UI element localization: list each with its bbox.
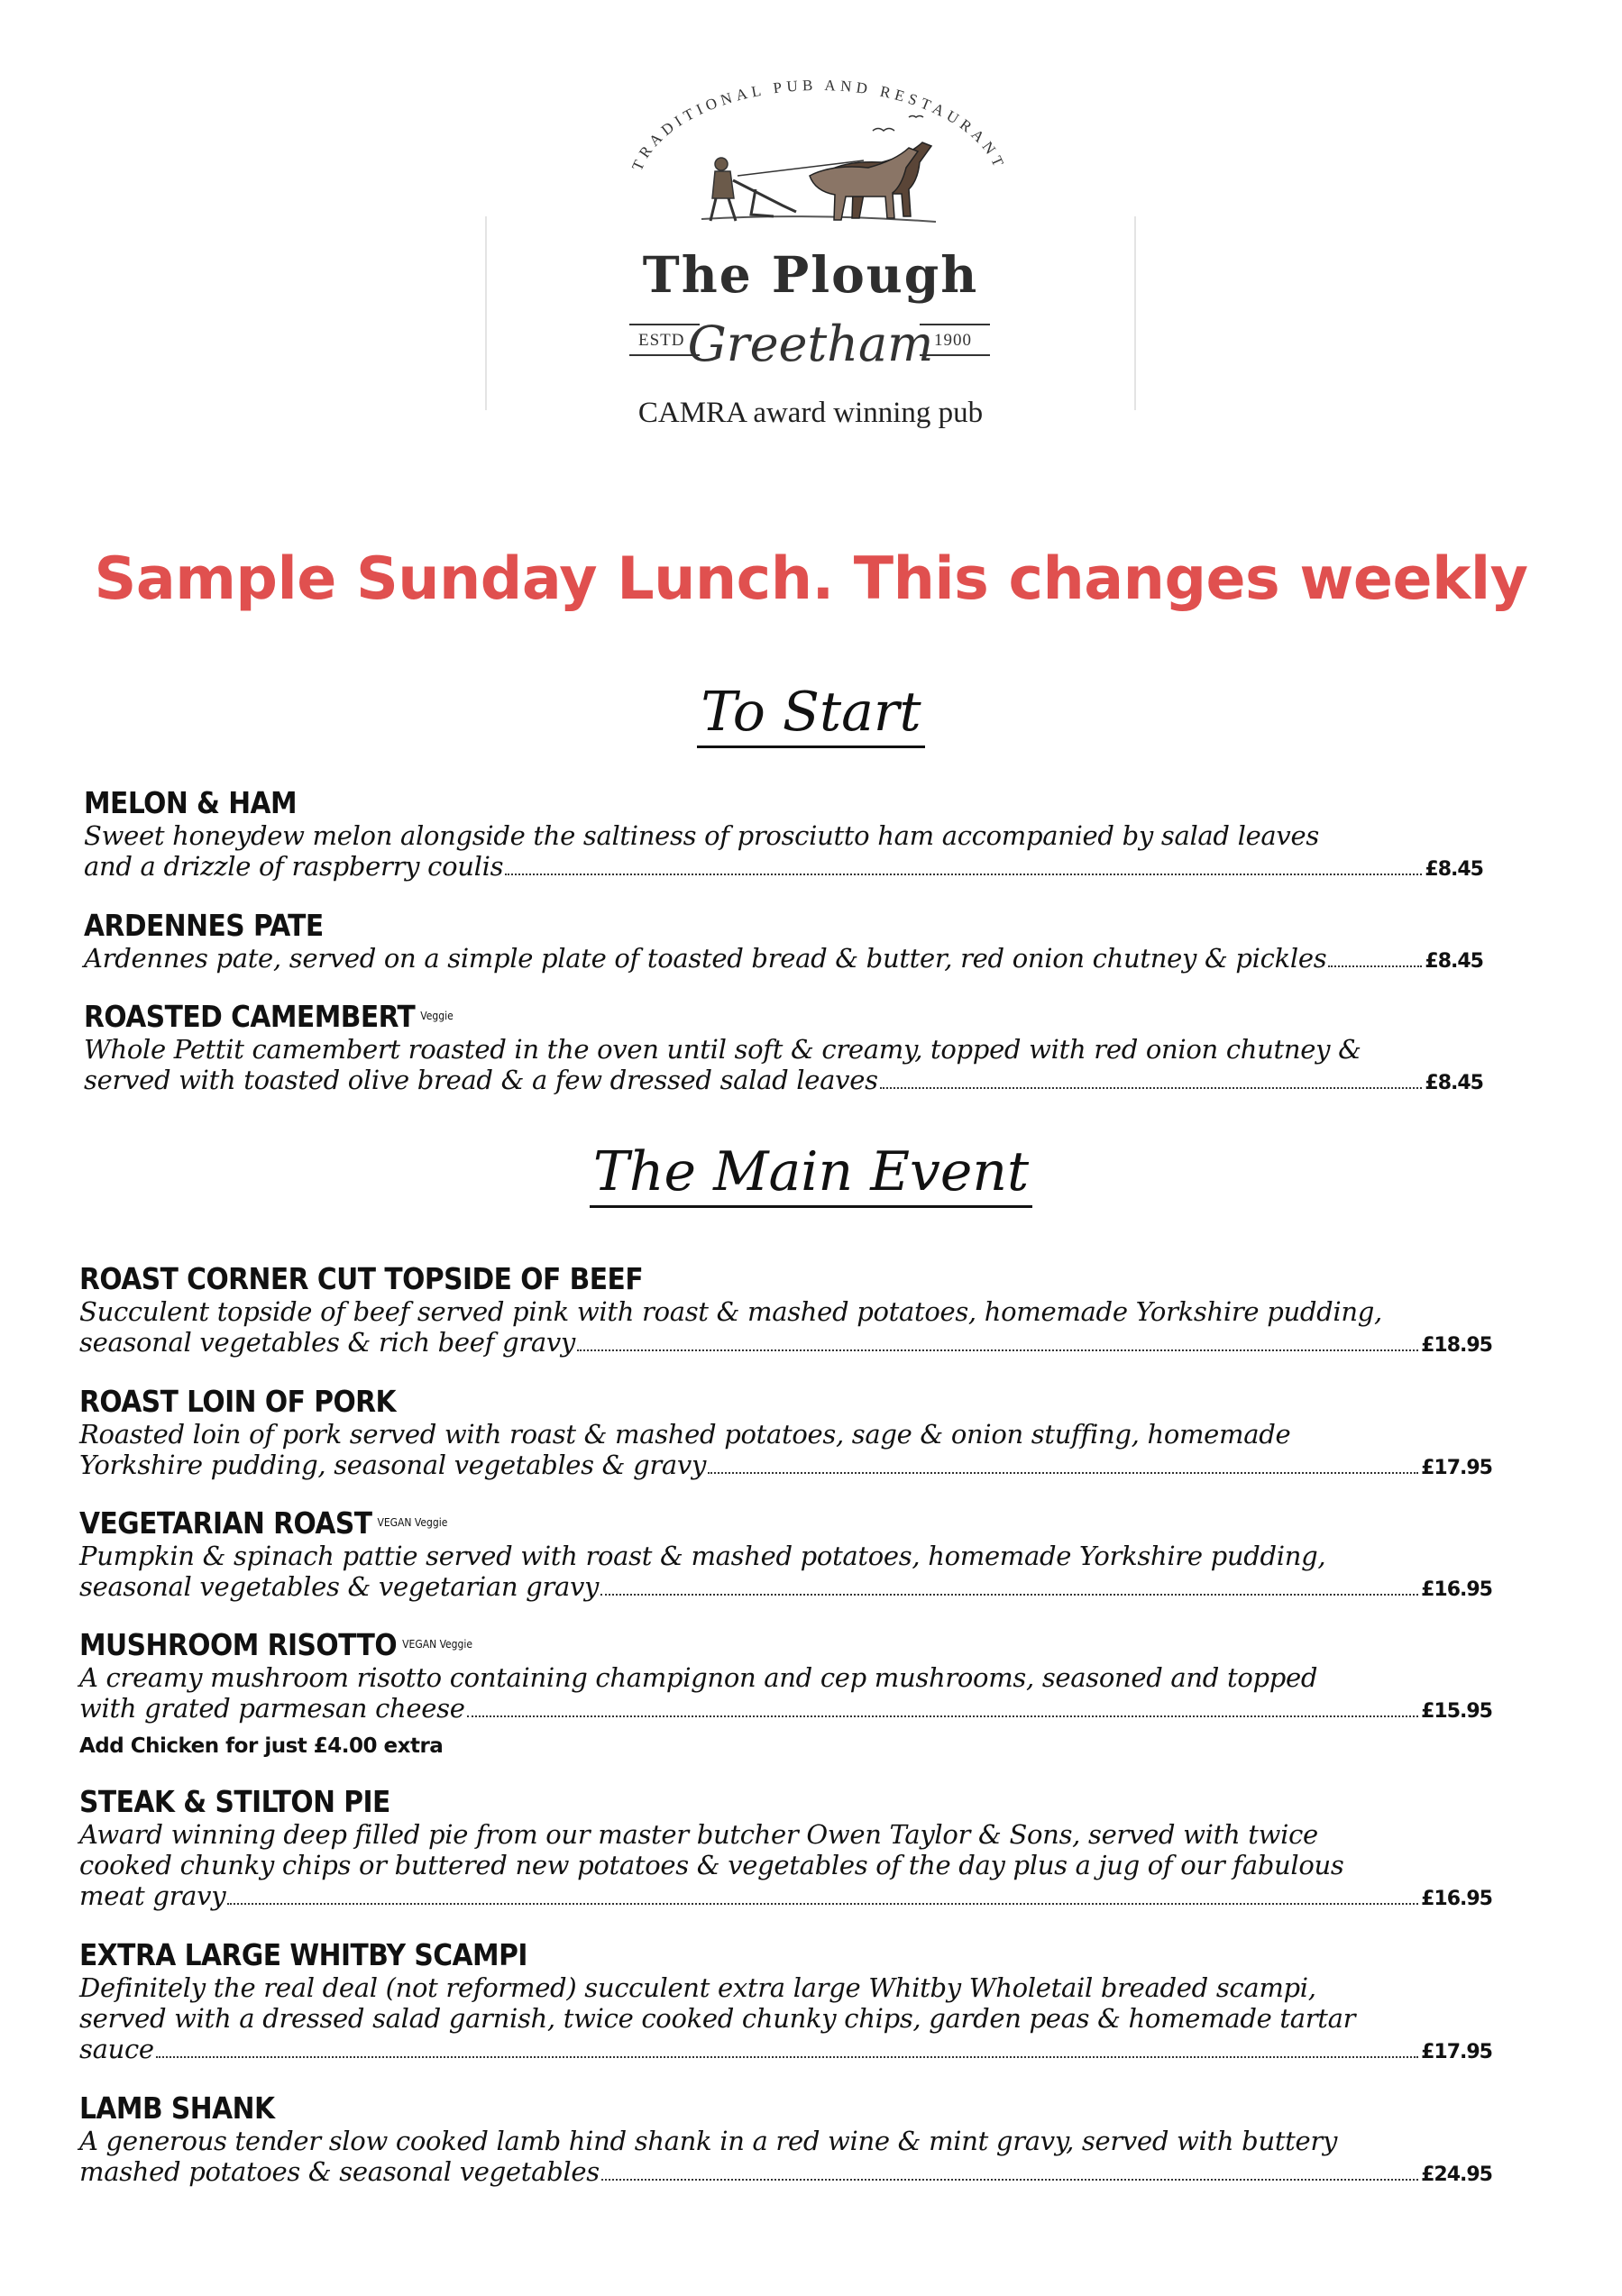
menu-item: [79, 1627, 1492, 1758]
item-description: Definitely the real deal (not reformed) succulent extra large Whitby Wholetail breaded scampi, served with a dressed salad garnish, twice cooked chunky chips, garden peas & homemade tartar sauce £17.95: [79, 1972, 1492, 2068]
item-description: Succulent topside of beef served pink with roast & mashed potatoes, homemade Yorkshire pudding, seasonal vegetables & rich beef gravy £18.95: [79, 1296, 1492, 1361]
dietary-tag: VEGAN Veggie: [402, 1638, 473, 1651]
menu-item: [84, 999, 1483, 1099]
menu-item: [79, 1262, 1492, 1361]
menu-item: [79, 2091, 1492, 2191]
item-description: Sweet honeydew melon alongside the saltiness of prosciutto ham accompanied by salad leaves and a drizzle of raspberry coulis £8.45: [84, 820, 1483, 885]
item-description: Pumpkin & spinach pattie served with roast & mashed potatoes, homemade Yorkshire pudding, seasonal vegetables & vegetarian gravy £16.95: [79, 1541, 1492, 1605]
estd-label: ESTD: [638, 331, 685, 350]
item-name: MUSHROOM RISOTTO $^{VEGAN Veggie}$: [79, 1627, 473, 1662]
pub-town: Greetham: [687, 316, 934, 372]
item-price: £17.95: [1421, 2041, 1492, 2063]
item-price: £8.45: [1425, 858, 1483, 881]
ploughman-illustration-icon: [485, 54, 1136, 234]
item-price: £17.95: [1421, 1457, 1492, 1479]
menu-item: [84, 786, 1483, 885]
item-price: £8.45: [1425, 950, 1483, 973]
item-price: £18.95: [1421, 1334, 1492, 1357]
item-name: ROAST CORNER CUT TOPSIDE OF BEEF: [79, 1261, 644, 1296]
menu-item: [79, 1505, 1492, 1605]
pub-logo: [485, 54, 1136, 451]
item-name: ARDENNES PATE: [84, 908, 324, 943]
menu-item: [79, 1785, 1492, 1915]
section-title-main-event: The Main Event: [0, 1140, 1622, 1203]
item-name: EXTRA LARGE WHITBY SCAMPI: [79, 1937, 527, 1972]
item-price: £8.45: [1425, 1072, 1483, 1094]
pub-name: The Plough: [642, 245, 979, 304]
award-tagline: CAMRA award winning pub: [637, 397, 984, 429]
dietary-tag: Veggie: [420, 1010, 454, 1022]
menu-item: [79, 1938, 1492, 2068]
item-description: Whole Pettit camembert roasted in the oven until soft & creamy, topped with red onion chutney & served with toasted olive bread & a few dressed salad leaves £8.45: [84, 1034, 1483, 1099]
section-title-to-start: To Start: [0, 681, 1622, 744]
logo-arc-text: TRADITIONAL PUB AND RESTAURANT: [628, 76, 1009, 174]
item-name: STEAK & STILTON PIE: [79, 1784, 390, 1819]
item-name: LAMB SHANK: [79, 2090, 275, 2126]
item-price: £15.95: [1421, 1700, 1492, 1723]
item-name: ROASTED CAMEMBERT $^{Veggie}$: [84, 999, 454, 1034]
dietary-tag: VEGAN Veggie: [377, 1516, 448, 1529]
menu-item: [84, 909, 1483, 977]
item-name: VEGETARIAN ROAST $^{VEGAN Veggie}$: [79, 1505, 448, 1541]
item-description: Award winning deep filled pie from our master butcher Owen Taylor & Sons, served with twice cooked chunky chips or buttered new potatoes & vegetables of the day plus a jug of our fabulous meat gravy £16.95: [79, 1819, 1492, 1915]
estd-year: 1900: [934, 331, 972, 350]
item-price: £16.95: [1421, 1578, 1492, 1601]
item-name: ROAST LOIN OF PORK: [79, 1384, 397, 1419]
item-description: A creamy mushroom risotto containing champignon and cep mushrooms, seasoned and topped with grated parmesan cheese £15.95: [79, 1662, 1492, 1727]
menu-headline: Sample Sunday Lunch. This changes weekly: [94, 545, 1528, 613]
item-name: MELON & HAM: [84, 785, 298, 820]
item-extra-note: Add Chicken for just £4.00 extra: [79, 1734, 444, 1758]
item-price: £16.95: [1421, 1888, 1492, 1910]
item-description: A generous tender slow cooked lamb hind shank in a red wine & mint gravy, served with buttery mashed potatoes & seasonal vegetables £24.95: [79, 2126, 1492, 2191]
item-description: Roasted loin of pork served with roast & mashed potatoes, sage & onion stuffing, homemade Yorkshire pudding, seasonal vegetables & gravy £17.95: [79, 1419, 1492, 1484]
item-price: £24.95: [1421, 2163, 1492, 2186]
menu-item: [79, 1385, 1492, 1484]
item-description: Ardennes pate, served on a simple plate of toasted bread & butter, red onion chutney & pickles £8.45: [84, 943, 1483, 977]
